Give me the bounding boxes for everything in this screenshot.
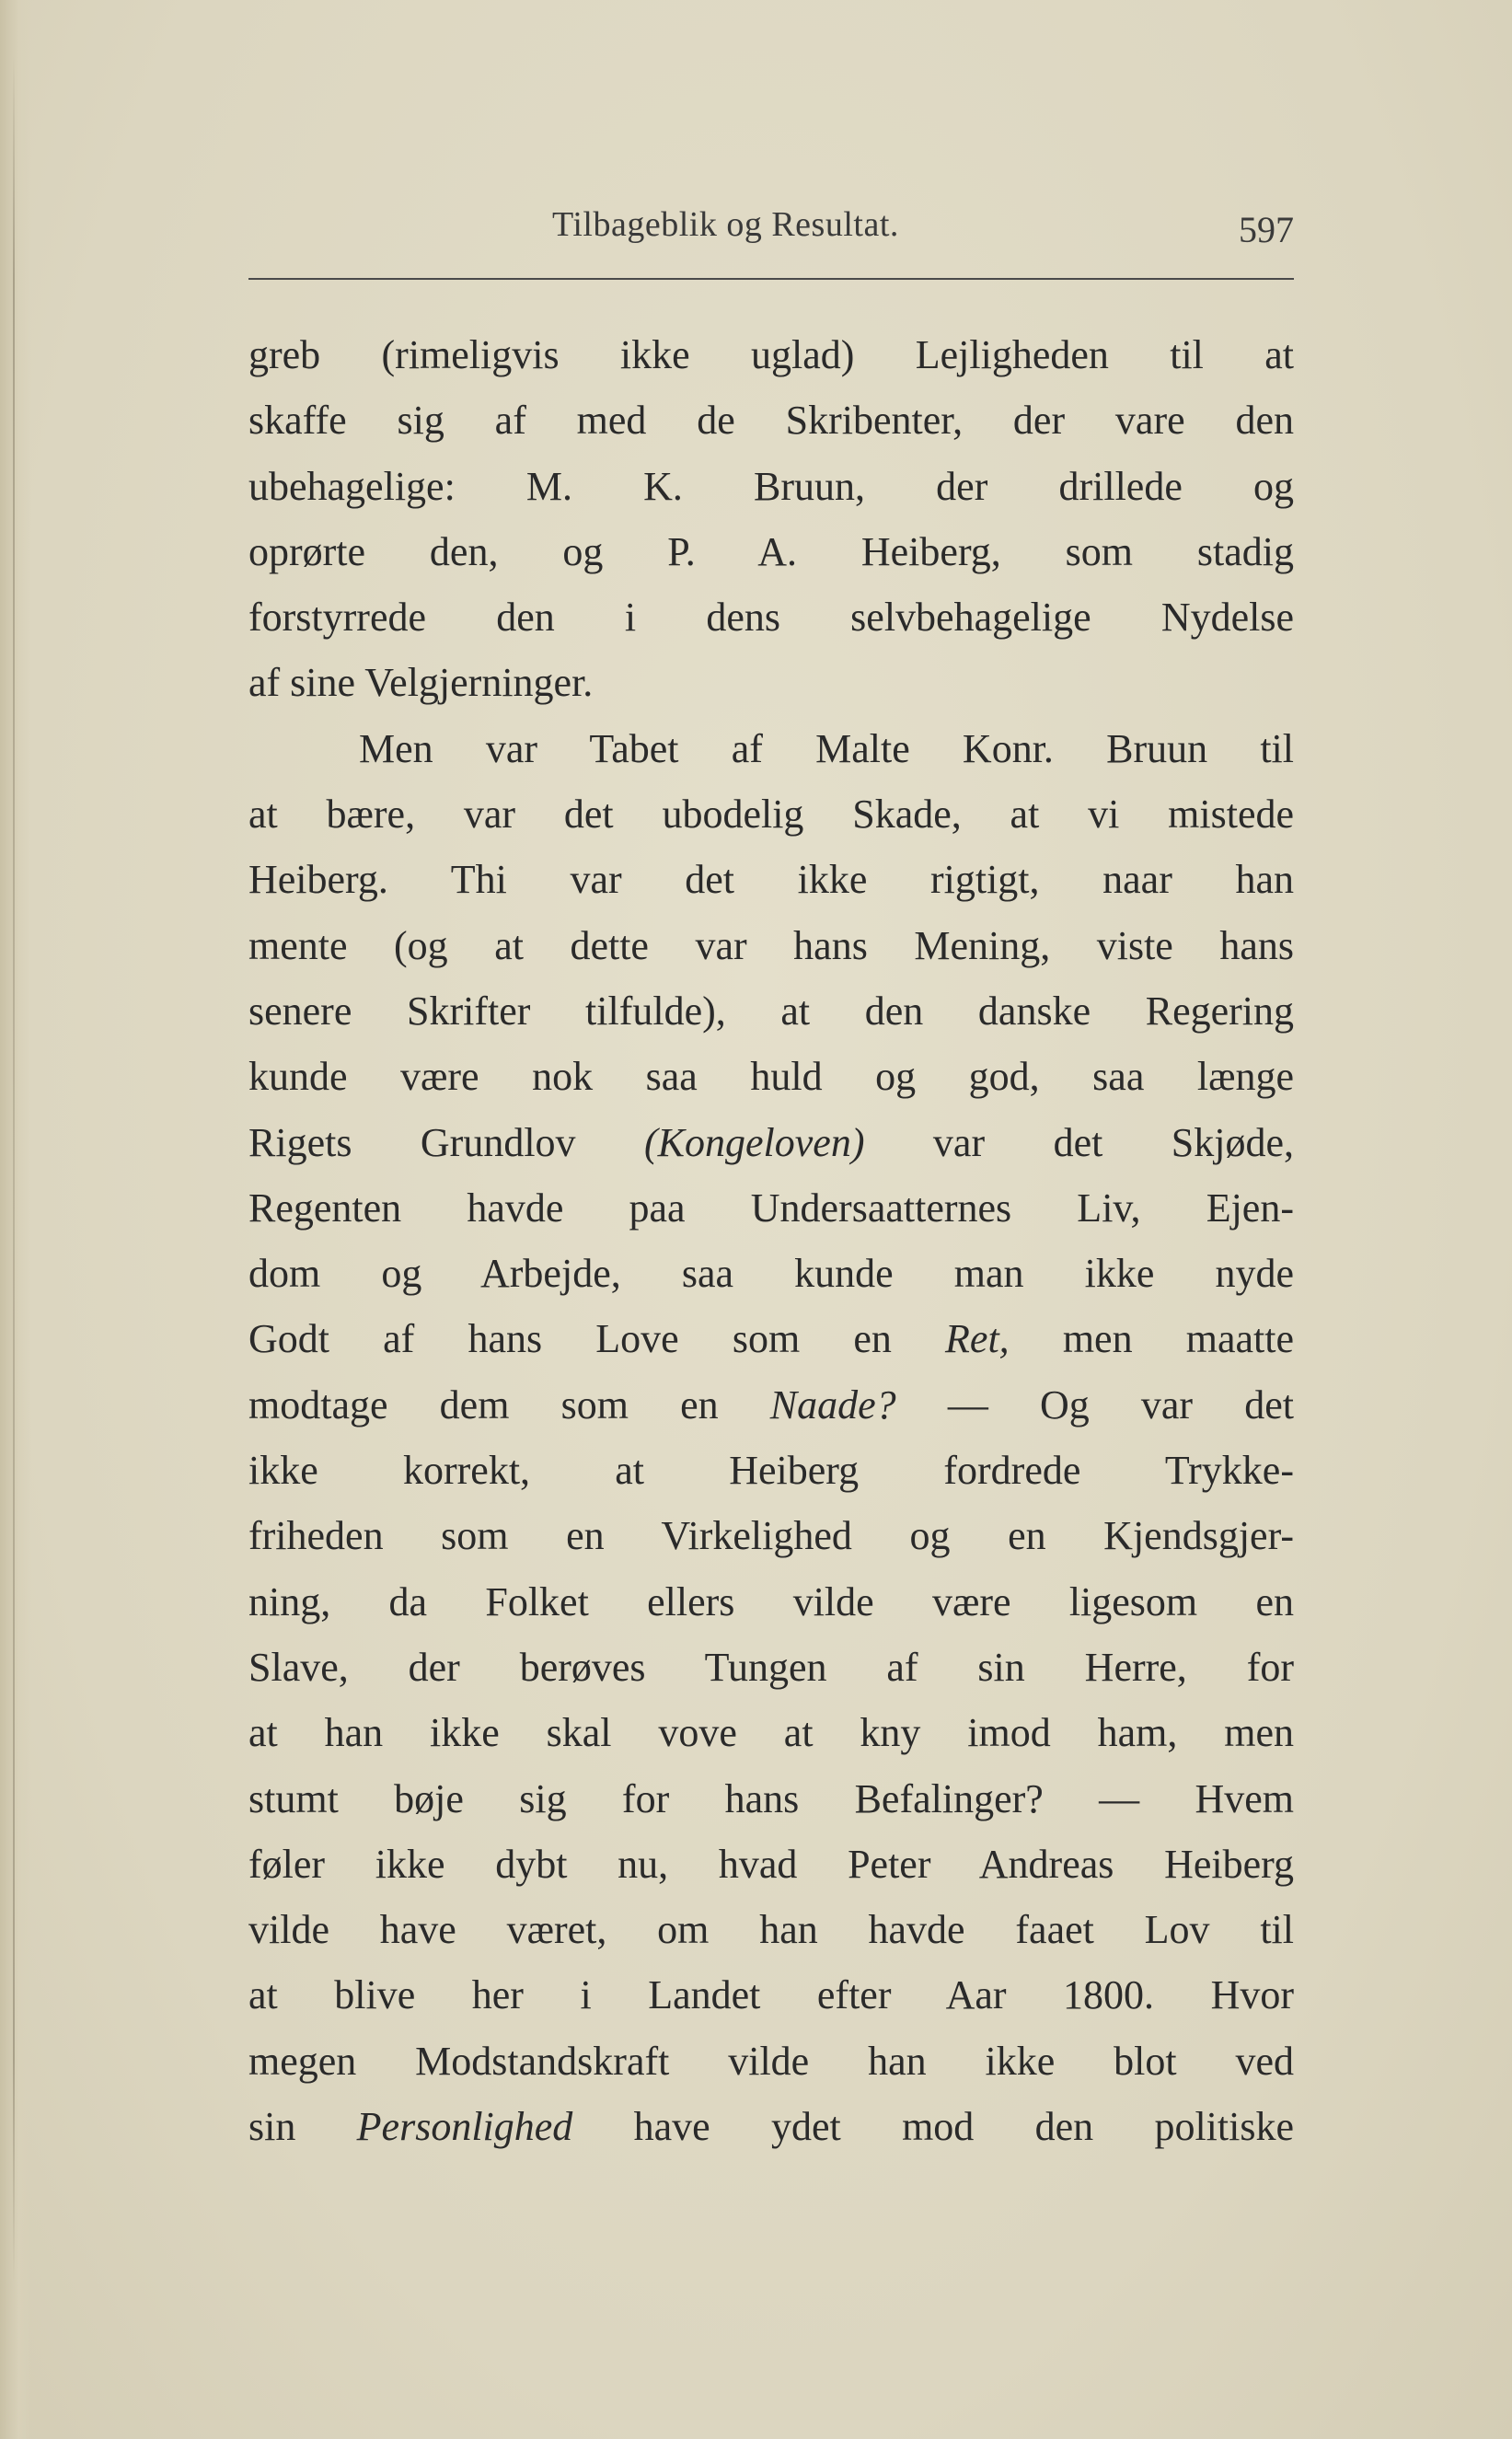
- text-line: megen Modstandskraft vilde han ikke blot ved: [248, 2038, 1294, 2084]
- italic-term: Naade?: [769, 1381, 896, 1428]
- text-segment: modtage dem som en: [248, 1381, 770, 1428]
- text-line: vilde have været, om han havde faaet Lov til: [248, 1907, 1294, 1953]
- text-line: at blive her i Landet efter Aar 1800. Hvor: [248, 1972, 1294, 2018]
- text-line-paragraph-end: af sine Velgjerninger.: [248, 660, 594, 706]
- text-line: Regenten havde paa Undersaatternes Liv, Ejen-: [248, 1185, 1294, 1231]
- text-segment: Godt af hans Love som en: [248, 1316, 946, 1362]
- text-line: senere Skrifter tilfulde), at den danske Regering: [248, 988, 1294, 1034]
- text-line: stumt bøje sig for hans Befalinger? — Hvem: [248, 1775, 1294, 1821]
- running-head-title: Tilbageblik og Resultat.: [552, 205, 899, 244]
- text-line: [248, 2094, 1294, 2159]
- text-line: ubehagelige: M. K. Bruun, der drillede og: [248, 463, 1294, 509]
- text-segment: var det Skjøde,: [864, 1119, 1294, 1165]
- text-line-paragraph-start: Men var Tabet af Malte Konr. Bruun til: [359, 725, 1294, 771]
- text-segment: Rigets Grundlov: [248, 1119, 645, 1165]
- text-line: Heiberg. Thi var det ikke rigtigt, naar han: [248, 857, 1294, 903]
- text-segment: — Og var det: [895, 1381, 1294, 1428]
- header-rule: [248, 278, 1294, 280]
- text-line: [248, 1372, 1294, 1438]
- text-line: kunde være nok saa huld og god, saa længe: [248, 1054, 1294, 1100]
- text-line: mente (og at dette var hans Mening, viste hans: [248, 922, 1294, 968]
- text-segment: have ydet mod den politiske: [572, 2104, 1294, 2150]
- text-line: greb (rimeligvis ikke uglad) Lejligheden til at: [248, 332, 1294, 377]
- text-segment: men maatte: [1009, 1316, 1294, 1362]
- italic-term: (Kongeloven): [644, 1119, 865, 1165]
- text-line: friheden som en Virkelighed og en Kjendsgjer-: [248, 1513, 1294, 1559]
- text-segment: sin: [248, 2104, 357, 2150]
- text-line: ikke korrekt, at Heiberg fordrede Trykke-: [248, 1448, 1294, 1494]
- text-line: dom og Arbejde, saa kunde man ikke nyde: [248, 1251, 1294, 1297]
- text-line: ning, da Folket ellers vilde være ligesom en: [248, 1578, 1294, 1624]
- binding-edge: [0, 0, 31, 2439]
- body-text: [248, 322, 1294, 2159]
- text-line: oprørte den, og P. A. Heiberg, som stadig: [248, 528, 1294, 574]
- italic-term: Personlighed: [356, 2104, 573, 2150]
- italic-term: Ret,: [945, 1316, 1010, 1362]
- text-line: forstyrrede den i dens selvbehagelige Nydelse: [248, 595, 1294, 641]
- text-line: at bære, var det ubodelig Skade, at vi mistede: [248, 792, 1294, 838]
- text-line: [248, 1110, 1294, 1175]
- text-line: føler ikke dybt nu, hvad Peter Andreas Heiberg: [248, 1841, 1294, 1887]
- text-line: skaffe sig af med de Skribenter, der vare den: [248, 398, 1294, 444]
- running-head: [248, 204, 1294, 260]
- text-line: at han ikke skal vove at kny imod ham, men: [248, 1710, 1294, 1756]
- text-line: [248, 1306, 1294, 1371]
- text-line: Slave, der berøves Tungen af sin Herre, for: [248, 1644, 1294, 1690]
- page-number: 597: [1239, 209, 1294, 250]
- binding-shadow: [13, 55, 15, 2283]
